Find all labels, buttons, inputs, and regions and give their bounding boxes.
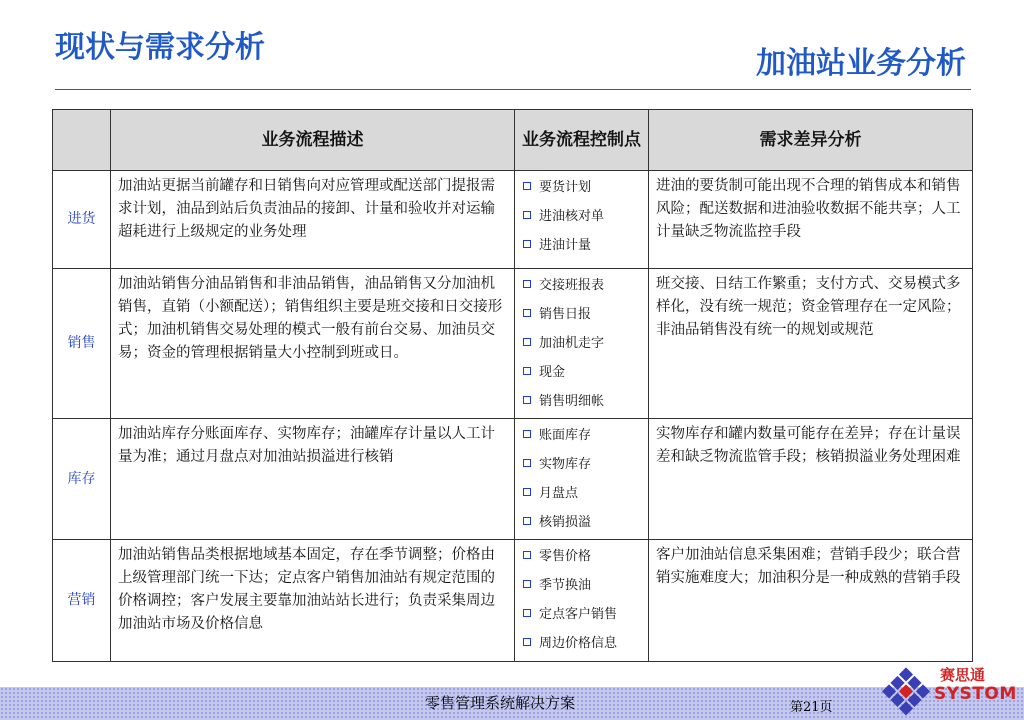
square-bullet-icon [523,396,531,404]
control-point-list [523,271,642,416]
square-bullet-icon [523,367,531,375]
square-bullet-icon [523,182,531,190]
control-point-list [523,542,642,658]
square-bullet-icon [523,430,531,438]
column-header-category [53,110,111,171]
table-row [53,171,973,269]
square-bullet-icon [523,211,531,219]
footer-title: 零售管理系统解决方案 [424,694,575,712]
logo-chinese-name: 赛思通 [940,666,986,684]
control-point: 进油计量 [523,231,642,260]
control-point: 季节换油 [523,571,642,600]
table-row [53,419,973,540]
square-bullet-icon [523,459,531,467]
control-point: 核销损溢 [523,508,642,537]
row-category: 营销 [53,540,111,662]
page-number: 第21页 [790,700,833,715]
square-bullet-icon [523,488,531,496]
page-title: 现状与需求分析 [55,30,265,65]
row-description: 加油站库存分账面库存、实物库存；油罐库存计量以人工计量为准；通过月盘点对加油站损溢进行核销 [111,419,515,540]
control-point: 销售日报 [523,300,642,329]
row-controls [515,419,649,540]
row-controls [515,269,649,419]
table-row [53,269,973,419]
control-point: 实物库存 [523,450,642,479]
square-bullet-icon [523,580,531,588]
control-point: 交接班报表 [523,271,642,300]
row-controls [515,540,649,662]
row-analysis: 实物库存和罐内数量可能存在差异；存在计量误差和缺乏物流监管手段；核销损溢业务处理困难 [649,419,973,540]
square-bullet-icon [523,551,531,559]
control-point: 加油机走字 [523,329,642,358]
logo-english-name: SYSTOM [934,684,1017,704]
square-bullet-icon [523,240,531,248]
square-bullet-icon [523,638,531,646]
control-point: 定点客户销售 [523,600,642,629]
row-category: 进货 [53,171,111,269]
control-point: 零售价格 [523,542,642,571]
square-bullet-icon [523,338,531,346]
control-point: 现金 [523,358,642,387]
row-description: 加油站更据当前罐存和日销售向对应管理或配送部门提报需求计划，油品到站后负责油品的接卸、计量和验收并对运输超耗进行上级规定的业务处理 [111,171,515,269]
table-row [53,540,973,662]
column-header-description: 业务流程描述 [111,110,515,171]
column-header-analysis: 需求差异分析 [649,110,973,171]
row-analysis: 客户加油站信息采集困难；营销手段少；联合营销实施难度大；加油积分是一种成熟的营销手段 [649,540,973,662]
control-point-list [523,173,642,260]
row-analysis: 进油的要货制可能出现不合理的销售成本和销售风险；配送数据和进油验收数据不能共享；人工计量缺乏物流监控手段 [649,171,973,269]
row-analysis: 班交接、日结工作繁重；支付方式、交易模式多样化，没有统一规范；资金管理存在一定风险；非油品销售没有统一的规划或规范 [649,269,973,419]
square-bullet-icon [523,609,531,617]
control-point-list [523,421,642,537]
control-point: 要货计划 [523,173,642,202]
row-controls [515,171,649,269]
control-point: 进油核对单 [523,202,642,231]
square-bullet-icon [523,309,531,317]
analysis-table [52,109,973,662]
row-description: 加油站销售分油品销售和非油品销售，油品销售又分加油机销售，直销（小额配送）；销售组织主要是班交接和日交接形式；加油机销售交易处理的模式一般有前台交易、加油员交易；资金的管理根据销量大小控制到班或日。 [111,269,515,419]
control-point: 销售明细帐 [523,387,642,416]
control-point: 月盘点 [523,479,642,508]
row-category: 库存 [53,419,111,540]
column-header-controls: 业务流程控制点 [515,110,649,171]
row-category: 销售 [53,269,111,419]
title-divider [55,89,971,90]
control-point: 账面库存 [523,421,642,450]
square-bullet-icon [523,517,531,525]
section-title: 加油站业务分析 [756,46,966,81]
square-bullet-icon [523,280,531,288]
table-header-row [53,110,973,171]
control-point: 周边价格信息 [523,629,642,658]
row-description: 加油站销售品类根据地域基本固定，存在季节调整；价格由上级管理部门统一下达；定点客户销售加油站有规定范围的价格调控；客户发展主要靠加油站站长进行；负责采集周边加油站市场及价格信息 [111,540,515,662]
